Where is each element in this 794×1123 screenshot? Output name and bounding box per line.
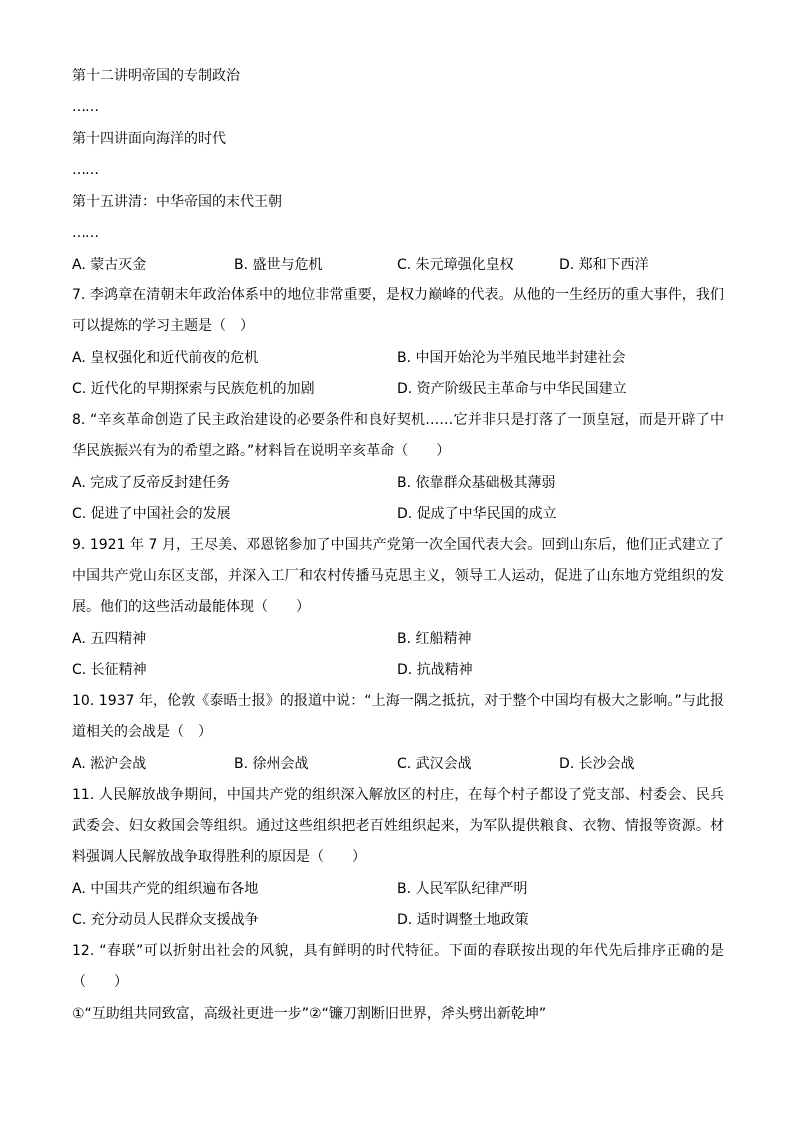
q7-option-d: D. 资产阶级民主革命与中华民国建立: [397, 381, 627, 397]
q7-option-c: C. 近代化的早期探索与民族危机的加剧: [72, 381, 315, 397]
outline-lecture-12: 第十二讲明帝国的专制政治: [72, 68, 240, 84]
q9-stem: 9. 1921 年 7 月，王尽美、邓恩铭参加了中国共产党第一次全国代表大会。回到山东后，他们正式建立了中国共产党山东区支部，并深入工厂和农村传播马克思主义，领导工人运动，促进了山东地方党组织的发展。他们的这些活动最能体现（ ）: [72, 537, 724, 615]
outline-lecture-14: 第十四讲面向海洋的时代: [72, 131, 226, 147]
q9-option-d: D. 抗战精神: [397, 662, 473, 678]
q7-option-a: A. 皇权强化和近代前夜的危机: [72, 350, 259, 366]
q9-option-b: B. 红船精神: [397, 631, 472, 647]
q9-option-c: C. 长征精神: [72, 662, 147, 678]
q7-stem: 7. 李鸿章在清朝末年政治体系中的地位非常重要，是权力巅峰的代表。从他的一生经历的重大事件，我们可以提炼的学习主题是（ ）: [72, 287, 724, 334]
q6-option-d: D. 郑和下西洋: [559, 257, 649, 273]
q10-option-c: C. 武汉会战: [397, 756, 472, 772]
outline-ellipsis: ……: [72, 162, 98, 178]
q6-option-b: B. 盛世与危机: [234, 257, 323, 273]
q7-option-b: B. 中国开始沦为半殖民地半封建社会: [397, 350, 626, 366]
q9-option-a: A. 五四精神: [72, 631, 147, 647]
q10-option-d: D. 长沙会战: [559, 756, 635, 772]
q8-option-c: C. 促进了中国社会的发展: [72, 506, 231, 522]
q11-option-b: B. 人民军队纪律严明: [397, 881, 528, 897]
q12-stem: 12. “春联”可以折射出社会的风貌，具有鲜明的时代特征。下面的春联按出现的年代先后排序正确的是（ ）: [72, 943, 724, 990]
outline-lecture-15: 第十五讲清：中华帝国的末代王朝: [72, 194, 282, 210]
q11-option-d: D. 适时调整土地政策: [397, 912, 529, 928]
q12-items: ①“互助组共同致富，高级社更进一步”②“镰刀割断旧世界，斧头劈出新乾坤”: [72, 1006, 547, 1022]
q6-option-c: C. 朱元璋强化皇权: [397, 257, 514, 273]
outline-ellipsis: ……: [72, 99, 98, 115]
q8-option-d: D. 促成了中华民国的成立: [397, 506, 557, 522]
q8-option-b: B. 依靠群众基础极其薄弱: [397, 475, 556, 491]
q6-option-a: A. 蒙古灭金: [72, 257, 147, 273]
outline-ellipsis: ……: [72, 225, 98, 241]
q10-stem: 10. 1937 年，伦敦《泰晤士报》的报道中说：“上海一隅之抵抗，对于整个中国均有极大之影响。”与此报道相关的会战是（ ）: [72, 693, 724, 740]
q11-option-a: A. 中国共产党的组织遍布各地: [72, 881, 259, 897]
q10-option-b: B. 徐州会战: [234, 756, 309, 772]
q11-option-c: C. 充分动员人民群众支援战争: [72, 912, 259, 928]
q10-option-a: A. 淞沪会战: [72, 756, 147, 772]
q11-stem: 11. 人民解放战争期间，中国共产党的组织深入解放区的村庄，在每个村子都设了党支部、村委会、民兵武委会、妇女救国会等组织。通过这些组织把老百姓组织起来，为军队提供粮食、衣物、情报等资源。材料强调人民解放战争取得胜利的原因是（ ）: [72, 787, 724, 865]
q8-option-a: A. 完成了反帝反封建任务: [72, 475, 231, 491]
q8-stem: 8. “辛亥革命创造了民主政治建设的必要条件和良好契机……它并非只是打落了一顶皇冠，而是开辟了中华民族振兴有为的希望之路。”材料旨在说明辛亥革命（ ）: [72, 412, 724, 459]
